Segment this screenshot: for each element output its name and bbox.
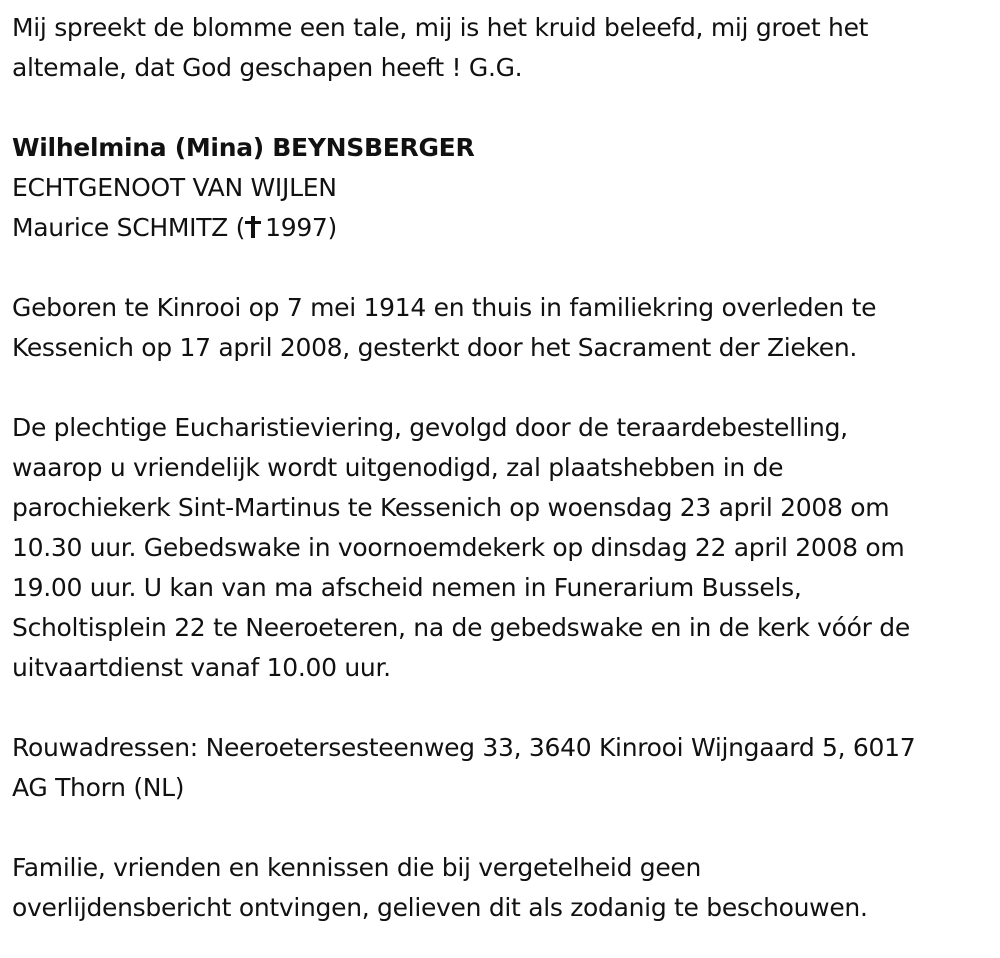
spouse-name: Maurice SCHMITZ ( [12, 213, 246, 242]
birth-death-paragraph [12, 288, 988, 368]
spacer [12, 88, 988, 128]
ceremony-line: 10.30 uur. Gebedswake in voornoemdekerk op dinsdag 22 april 2008 om [12, 533, 905, 562]
notice-line: Familie, vrienden en kennissen die bij vergetelheid geen [12, 853, 702, 882]
deceased-block [12, 128, 988, 248]
spacer [12, 248, 988, 288]
ceremony-line: waarop u vriendelijk wordt uitgenodigd, zal plaatshebben in de [12, 453, 784, 482]
deceased-name: Wilhelmina (Mina) BEYNSBERGER [12, 133, 475, 162]
spacer [12, 368, 988, 408]
spouse-line [12, 208, 988, 248]
quote-line: altemale, dat God geschapen heeft ! G.G. [12, 53, 523, 82]
address-line: AG Thorn (NL) [12, 773, 185, 802]
quote-paragraph [12, 8, 988, 88]
ceremony-line: De plechtige Eucharistieviering, gevolgd door de teraardebestelling, [12, 413, 848, 442]
ceremony-line: Scholtisplein 22 te Neeroeteren, na de gebedswake en in de kerk vóór de [12, 613, 910, 642]
notice-line: overlijdensbericht ontvingen, gelieven dit als zodanig te beschouwen. [12, 893, 868, 922]
ceremony-line: 19.00 uur. U kan van ma afscheid nemen in Funerarium Bussels, [12, 573, 802, 602]
quote-line: Mij spreekt de blomme een tale, mij is het kruid beleefd, mij groet het [12, 13, 869, 42]
birth-death-line: Kessenich op 17 april 2008, gesterkt door het Sacrament der Zieken. [12, 333, 858, 362]
spouse-death-year: 1997) [265, 213, 337, 242]
address-line: Rouwadressen: Neeroetersesteenweg 33, 3640 Kinrooi Wijngaard 5, 6017 [12, 733, 916, 762]
ceremony-line: uitvaartdienst vanaf 10.00 uur. [12, 653, 391, 682]
ceremony-paragraph [12, 408, 988, 688]
spacer [12, 808, 988, 848]
addresses-paragraph [12, 728, 988, 808]
ceremony-line: parochiekerk Sint-Martinus te Kessenich op woensdag 23 april 2008 om [12, 493, 890, 522]
birth-death-line: Geboren te Kinrooi op 7 mei 1914 en thuis in familiekring overleden te [12, 293, 877, 322]
cross-icon [245, 216, 261, 238]
relation-label: ECHTGENOOT VAN WIJLEN [12, 173, 337, 202]
notice-paragraph [12, 848, 988, 928]
spacer [12, 688, 988, 728]
